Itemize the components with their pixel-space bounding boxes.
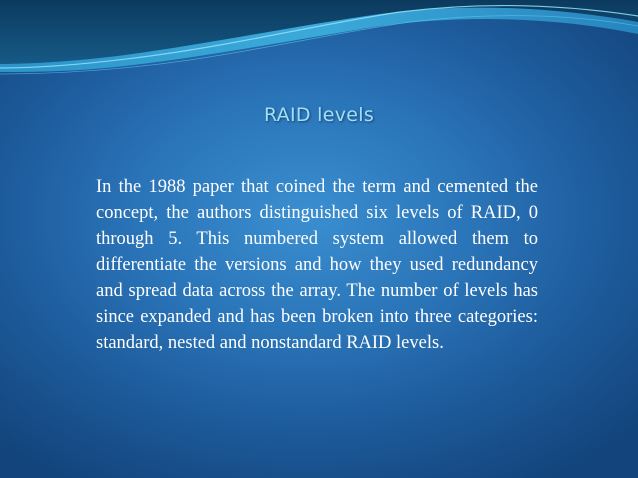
slide-body-text: In the 1988 paper that coined the term and cemented the concept, the authors distinguished six levels of RAID, 0 through 5. This numbered system allowed them to differentiate the versions and how they used redundancy and spread data across the array. The number of levels has since expanded and has been broken into three categories: standard, nested and nonstandard RAID levels. (96, 177, 538, 353)
slide-title: RAID levels (263, 104, 375, 126)
wave-decoration (0, 0, 638, 90)
